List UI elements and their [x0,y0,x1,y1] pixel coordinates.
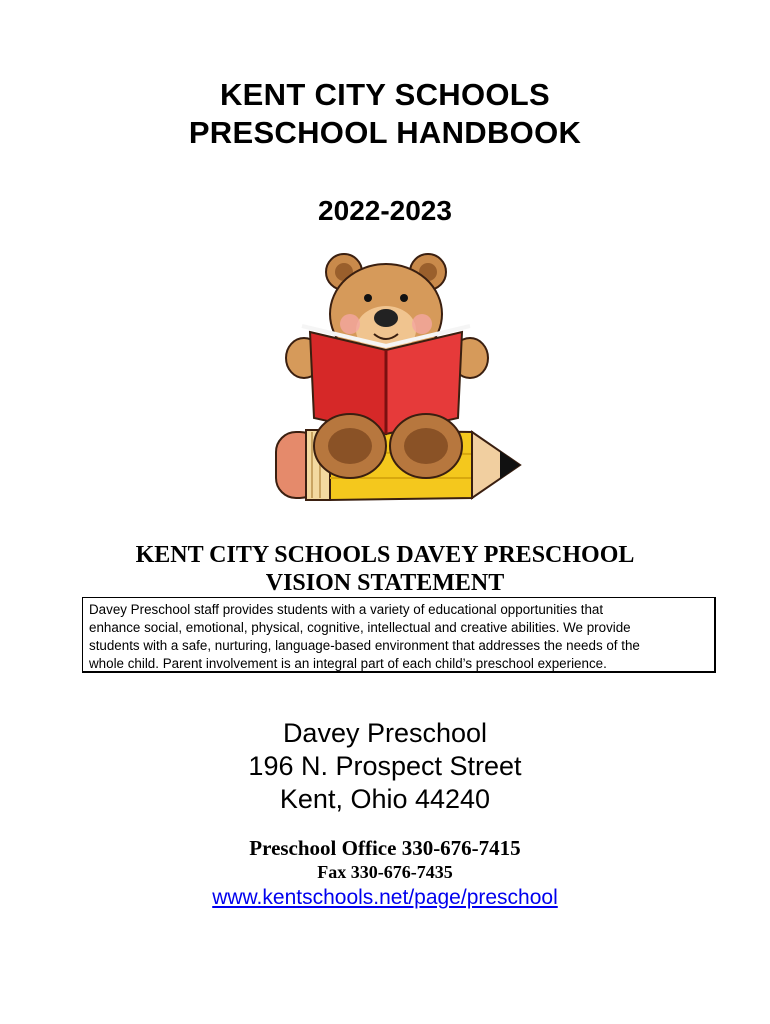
school-year: 2022-2023 [318,195,452,226]
vision-statement-line: enhance social, emotional, physical, cognitive, intellectual and creative abilities. We provide [89,620,631,635]
handbook-title-line-2: PRESCHOOL HANDBOOK [188,115,582,150]
handbook-title-line-1: KENT CITY SCHOOLS [219,77,551,112]
city-state-zip: Kent, Ohio 44240 [279,784,491,814]
vision-statement-line: whole child. Parent involvement is an integral part of each child’s preschool experience. [89,656,607,671]
bear-reading-book-on-pencil-icon [262,246,524,508]
vision-heading-line-1: KENT CITY SCHOOLS DAVEY PRESCHOOL [135,542,635,568]
website-link[interactable]: www.kentschools.net/page/preschool [212,886,558,909]
vision-heading-line-2: VISION STATEMENT [265,570,505,596]
office-phone: Preschool Office 330-676-7415 [249,836,521,860]
vision-statement-line: Davey Preschool staff provides students with a variety of educational opportunities that [89,602,604,617]
vision-statement-box [82,597,716,673]
vision-statement-line: students with a safe, nurturing, language-based environment that addresses the needs of the [89,638,640,653]
school-name: Davey Preschool [282,718,488,748]
website-line [0,884,770,912]
street-address: 196 N. Prospect Street [248,751,522,781]
fax-number: Fax 330-676-7435 [317,862,453,882]
